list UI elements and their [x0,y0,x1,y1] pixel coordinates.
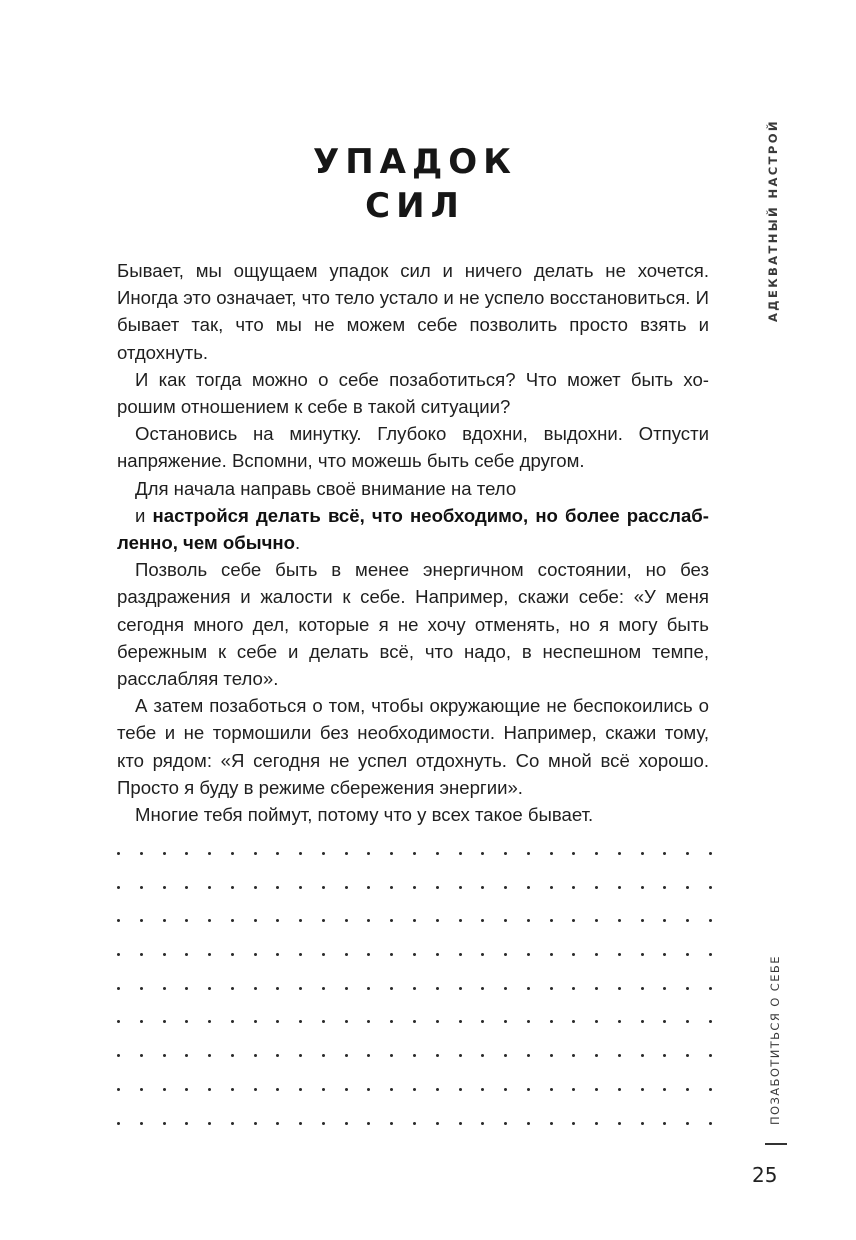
grid-dot [231,1088,234,1091]
title-line-2: СИЛ [365,186,465,226]
grid-dot [436,852,439,855]
grid-dot [572,953,575,956]
grid-dot [686,1020,689,1023]
grid-dot [390,1054,393,1057]
body-text [117,257,709,828]
grid-dot [663,1088,666,1091]
section-label-bottom: ПОЗАБОТИТЬСЯ О СЕБЕ [768,955,782,1125]
grid-dot [117,919,120,922]
grid-dot [413,953,416,956]
grid-dot [140,1054,143,1057]
grid-dot [163,1088,166,1091]
grid-dot [413,1122,416,1125]
grid-dot [299,1054,302,1057]
grid-dot [140,919,143,922]
grid-dot [322,1020,325,1023]
grid-dot [276,1020,279,1023]
grid-dot [436,1122,439,1125]
grid-dot [322,886,325,889]
grid-dot [390,1122,393,1125]
grid-dot [618,852,621,855]
grid-dot [208,953,211,956]
grid-dot [709,1088,712,1091]
grid-dot [413,1054,416,1057]
grid-dot [686,953,689,956]
grid-dot [527,1020,530,1023]
grid-dot [231,987,234,990]
grid-dot [618,1122,621,1125]
grid-dot [345,953,348,956]
grid-dot [686,1054,689,1057]
grid-dot [299,852,302,855]
grid-dot [208,1088,211,1091]
grid-dot [117,1088,120,1091]
grid-dot [163,987,166,990]
grid-dot [413,886,416,889]
grid-dot [254,919,257,922]
grid-dot [436,1020,439,1023]
paragraph-5-emphasis: настройся делать всё, что необходимо, но более расслабленно, чем обычно [117,504,709,554]
grid-dot [254,886,257,889]
grid-dot [572,919,575,922]
grid-dot [117,852,120,855]
grid-dot [641,919,644,922]
dot-row [117,1110,713,1144]
grid-dot [436,1088,439,1091]
grid-dot [663,1122,666,1125]
grid-dot [140,1020,143,1023]
grid-dot [208,987,211,990]
grid-dot [413,852,416,855]
grid-dot [345,1020,348,1023]
grid-dot [595,886,598,889]
grid-dot [686,1122,689,1125]
grid-dot [709,886,712,889]
grid-dot [663,1054,666,1057]
grid-dot [709,1054,712,1057]
grid-dot [185,919,188,922]
grid-dot [117,1122,120,1125]
paragraph-7: А затем позаботься о том, чтобы окружающие не беспокоились о тебе и не тормошили без необходимости. Например, скажи тому, кто рядом: «Я сегодня не успел отдохнуть. Со мной всё хорошо. Просто я буду в режиме сбережения энергии». [117,695,709,798]
grid-dot [504,919,507,922]
grid-dot [163,1020,166,1023]
paragraph-4: Для начала направь своё внимание на тело [135,477,517,499]
grid-dot [254,987,257,990]
grid-dot [322,1054,325,1057]
grid-dot [367,1122,370,1125]
grid-dot [231,1122,234,1125]
grid-dot [299,919,302,922]
grid-dot [390,852,393,855]
grid-dot [663,886,666,889]
grid-dot [709,1122,712,1125]
grid-dot [185,953,188,956]
grid-dot [254,1020,257,1023]
grid-dot [527,1088,530,1091]
paragraph-5-lead: и [135,504,153,526]
grid-dot [527,1054,530,1057]
grid-dot [504,886,507,889]
grid-dot [481,1088,484,1091]
grid-dot [163,1122,166,1125]
grid-dot [231,1054,234,1057]
grid-dot [709,919,712,922]
grid-dot [550,1054,553,1057]
grid-dot [550,1122,553,1125]
grid-dot [504,1122,507,1125]
grid-dot [276,852,279,855]
grid-dot [572,1088,575,1091]
grid-dot [117,953,120,956]
grid-dot [140,1088,143,1091]
grid-dot [504,1054,507,1057]
dot-row [117,874,713,908]
grid-dot [390,1020,393,1023]
grid-dot [527,953,530,956]
grid-dot [572,1122,575,1125]
grid-dot [208,886,211,889]
grid-dot [276,1054,279,1057]
grid-dot [618,1054,621,1057]
grid-dot [231,919,234,922]
grid-dot [459,1088,462,1091]
grid-dot [276,886,279,889]
grid-dot [208,1020,211,1023]
grid-dot [618,1020,621,1023]
grid-dot [345,1088,348,1091]
grid-dot [459,852,462,855]
grid-dot [367,919,370,922]
grid-dot [481,1020,484,1023]
paragraph-2: И как тогда можно о себе позаботиться? Что может быть хорошим отношением к себе в такой ситуации? [117,368,709,418]
page-title [210,140,620,228]
grid-dot [163,886,166,889]
grid-dot [117,987,120,990]
page-number: 25 [752,1163,778,1187]
grid-dot [481,919,484,922]
grid-dot [185,1088,188,1091]
grid-dot [641,852,644,855]
grid-dot [345,1054,348,1057]
sidebar-divider [765,1143,787,1145]
grid-dot [459,886,462,889]
grid-dot [550,886,553,889]
grid-dot [709,987,712,990]
grid-dot [322,1122,325,1125]
dot-row [117,1042,713,1076]
paragraph-3: Остановись на минутку. Глубоко вдохни, выдохни. Отпусти напряжение. Вспомни, что можешь быть себе другом. [117,423,709,472]
grid-dot [663,953,666,956]
grid-dot [436,953,439,956]
grid-dot [595,953,598,956]
grid-dot [595,919,598,922]
grid-dot [481,852,484,855]
grid-dot [208,852,211,855]
grid-dot [686,919,689,922]
grid-dot [299,886,302,889]
dot-row [117,941,713,975]
grid-dot [436,1054,439,1057]
grid-dot [254,1088,257,1091]
grid-dot [367,1020,370,1023]
paragraph-1: Бывает, мы ощущаем упадок сил и ничего делать не хочется. Иногда это означает, что тело устало и не успело восстановиться. И бывает так, что мы не можем себе позволить просто взять и отдохнуть. [117,260,709,363]
grid-dot [140,1122,143,1125]
grid-dot [527,852,530,855]
grid-dot [572,886,575,889]
grid-dot [276,919,279,922]
paragraph-8: Многие тебя поймут, потому что у всех такое бывает. [135,804,594,826]
paragraph-6: Позволь себе быть в менее энергичном состоянии, но без раздражения и жалости к себе. Например, скажи себе: «У меня сегодня много дел, которые я не хочу отменять, но я могу быть бережным к себе и делать всё, что надо, в неспешном темпе, расслабляя тело». [117,559,709,690]
grid-dot [185,987,188,990]
grid-dot [527,919,530,922]
grid-dot [618,953,621,956]
grid-dot [641,1122,644,1125]
grid-dot [345,886,348,889]
grid-dot [618,1088,621,1091]
grid-dot [413,1088,416,1091]
grid-dot [504,1020,507,1023]
paragraph-5 [117,502,709,556]
grid-dot [390,886,393,889]
grid-dot [367,1088,370,1091]
grid-dot [413,1020,416,1023]
grid-dot [504,987,507,990]
grid-dot [163,852,166,855]
grid-dot [254,1122,257,1125]
grid-dot [641,953,644,956]
grid-dot [481,1054,484,1057]
grid-dot [504,1088,507,1091]
grid-dot [322,987,325,990]
grid-dot [208,1122,211,1125]
grid-dot [299,1020,302,1023]
grid-dot [663,987,666,990]
grid-dot [459,1020,462,1023]
grid-dot [117,886,120,889]
grid-dot [436,987,439,990]
grid-dot [276,1088,279,1091]
grid-dot [345,919,348,922]
grid-dot [276,953,279,956]
grid-dot [709,1020,712,1023]
grid-dot [595,852,598,855]
grid-dot [550,953,553,956]
grid-dot [322,1088,325,1091]
grid-dot [686,852,689,855]
grid-dot [117,1020,120,1023]
grid-dot [663,1020,666,1023]
grid-dot [231,1020,234,1023]
grid-dot [185,886,188,889]
grid-dot [572,1054,575,1057]
grid-dot [163,1054,166,1057]
grid-dot [572,1020,575,1023]
dot-row [117,840,713,874]
grid-dot [163,953,166,956]
grid-dot [367,987,370,990]
grid-dot [572,987,575,990]
grid-dot [163,919,166,922]
grid-dot [140,886,143,889]
grid-dot [299,1122,302,1125]
grid-dot [572,852,575,855]
grid-dot [140,852,143,855]
grid-dot [527,886,530,889]
grid-dot [595,1088,598,1091]
grid-dot [459,1122,462,1125]
grid-dot [254,852,257,855]
grid-dot [550,919,553,922]
grid-dot [595,1020,598,1023]
grid-dot [709,953,712,956]
grid-dot [504,953,507,956]
section-label-top: АДЕКВАТНЫЙ НАСТРОЙ [766,119,780,322]
grid-dot [481,987,484,990]
grid-dot [185,1054,188,1057]
dot-row [117,907,713,941]
grid-dot [663,919,666,922]
grid-dot [641,1054,644,1057]
grid-dot [459,1054,462,1057]
grid-dot [641,1088,644,1091]
grid-dot [390,953,393,956]
grid-dot [527,987,530,990]
grid-dot [322,852,325,855]
grid-dot [641,1020,644,1023]
grid-dot [618,886,621,889]
grid-dot [618,987,621,990]
grid-dot [436,919,439,922]
grid-dot [481,886,484,889]
grid-dot [663,852,666,855]
grid-dot [367,953,370,956]
grid-dot [231,852,234,855]
grid-dot [322,953,325,956]
grid-dot [550,852,553,855]
grid-dot [231,953,234,956]
grid-dot [618,919,621,922]
grid-dot [595,1122,598,1125]
grid-dot [436,886,439,889]
grid-dot [208,1054,211,1057]
grid-dot [345,987,348,990]
grid-dot [504,852,507,855]
grid-dot [686,886,689,889]
grid-dot [641,987,644,990]
grid-dot [276,1122,279,1125]
grid-dot [276,987,279,990]
grid-dot [185,1020,188,1023]
grid-dot [231,886,234,889]
grid-dot [185,852,188,855]
grid-dot [527,1122,530,1125]
grid-dot [550,1088,553,1091]
grid-dot [367,852,370,855]
grid-dot [709,852,712,855]
grid-dot [140,987,143,990]
grid-dot [185,1122,188,1125]
grid-dot [254,953,257,956]
grid-dot [459,987,462,990]
paragraph-5-tail: . [294,532,301,554]
dot-row [117,975,713,1009]
grid-dot [299,953,302,956]
grid-dot [595,987,598,990]
grid-dot [413,919,416,922]
grid-dot [481,1122,484,1125]
grid-dot [390,919,393,922]
grid-dot [208,919,211,922]
grid-dot [254,1054,257,1057]
dot-grid-notes-area [117,840,713,1143]
grid-dot [390,1088,393,1091]
grid-dot [550,1020,553,1023]
grid-dot [345,1122,348,1125]
grid-dot [367,1054,370,1057]
grid-dot [367,886,370,889]
dot-row [117,1076,713,1110]
title-line-1: УПАДОК [313,142,517,182]
grid-dot [686,1088,689,1091]
grid-dot [413,987,416,990]
grid-dot [641,886,644,889]
grid-dot [459,919,462,922]
grid-dot [390,987,393,990]
grid-dot [299,1088,302,1091]
grid-dot [459,953,462,956]
grid-dot [140,953,143,956]
grid-dot [481,953,484,956]
grid-dot [322,919,325,922]
grid-dot [117,1054,120,1057]
grid-dot [550,987,553,990]
grid-dot [595,1054,598,1057]
grid-dot [686,987,689,990]
grid-dot [345,852,348,855]
dot-row [117,1008,713,1042]
grid-dot [299,987,302,990]
